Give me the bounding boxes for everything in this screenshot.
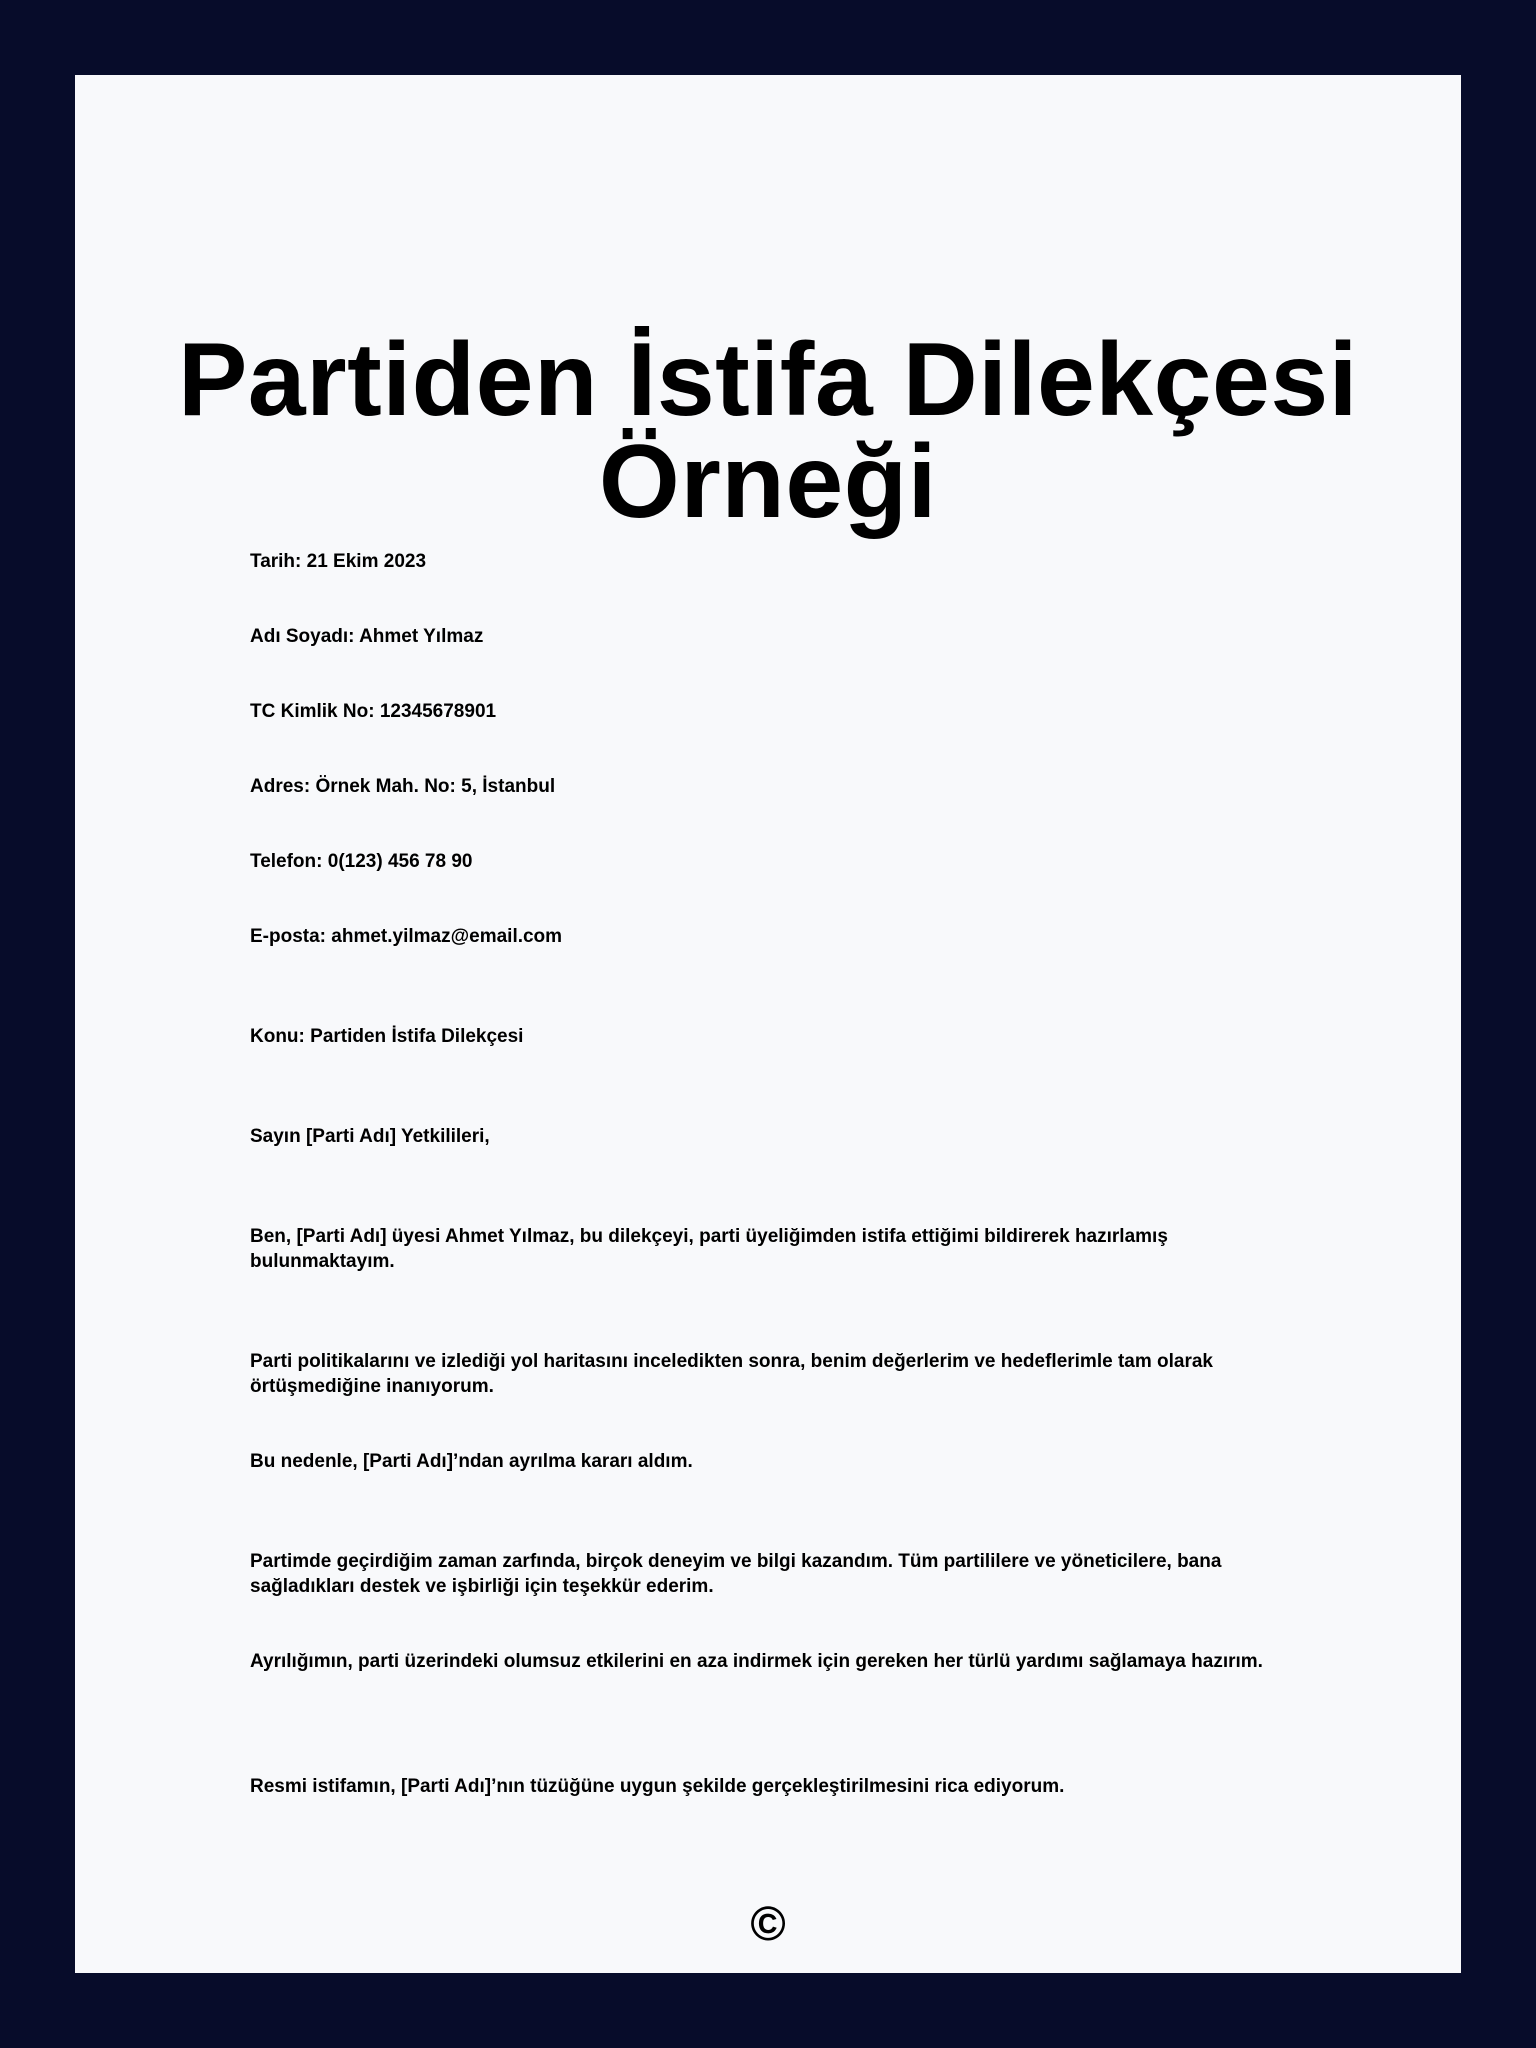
body-paragraph-5: Ayrılığımın, parti üzerindeki olumsuz etkilerini en aza indirmek için gereken her türlü yardımı sağlamaya hazırım.	[250, 1651, 1263, 1672]
body-paragraph-2: Parti politikalarını ve izlediği yol haritasını inceledikten sonra, benim değerlerim ve hedeflerimle tam olarak örtüşmediğine inanıyorum.	[250, 1351, 1213, 1397]
document-page	[75, 75, 1461, 1973]
body-paragraph-1: Ben, [Parti Adı] üyesi Ahmet Yılmaz, bu dilekçeyi, parti üyeliğimden istifa ettiğimi bildirerek hazırlamış bulunmaktayım.	[250, 1226, 1168, 1272]
document-title: Partiden İstifa Dilekçesi Örneği	[177, 322, 1359, 540]
body-paragraph-6: Resmi istifamın, [Parti Adı]’nın tüzüğüne uygun şekilde gerçekleştirilmesini rica ediyorum.	[250, 1776, 1065, 1797]
email-line: E-posta: ahmet.yilmaz@email.com	[250, 926, 563, 947]
body-paragraph-4: Partimde geçirdiğim zaman zarfında, birçok deneyim ve bilgi kazandım. Tüm partililere ve yöneticilere, bana sağladıkları destek ve işbirliği için teşekkür ederim.	[250, 1551, 1222, 1597]
tc-number-line: TC Kimlik No: 12345678901	[250, 701, 497, 722]
subject-line: Konu: Partiden İstifa Dilekçesi	[250, 1026, 524, 1047]
date-line: Tarih: 21 Ekim 2023	[250, 551, 427, 572]
body-paragraph-3: Bu nedenle, [Parti Adı]’ndan ayrılma kararı aldım.	[250, 1451, 693, 1472]
phone-line: Telefon: 0(123) 456 78 90	[250, 851, 473, 872]
address-line: Adres: Örnek Mah. No: 5, İstanbul	[250, 776, 556, 797]
salutation: Sayın [Parti Adı] Yetkilileri,	[250, 1126, 490, 1147]
name-line: Adı Soyadı: Ahmet Yılmaz	[250, 626, 484, 647]
copyright-icon: ©	[750, 1898, 786, 1951]
